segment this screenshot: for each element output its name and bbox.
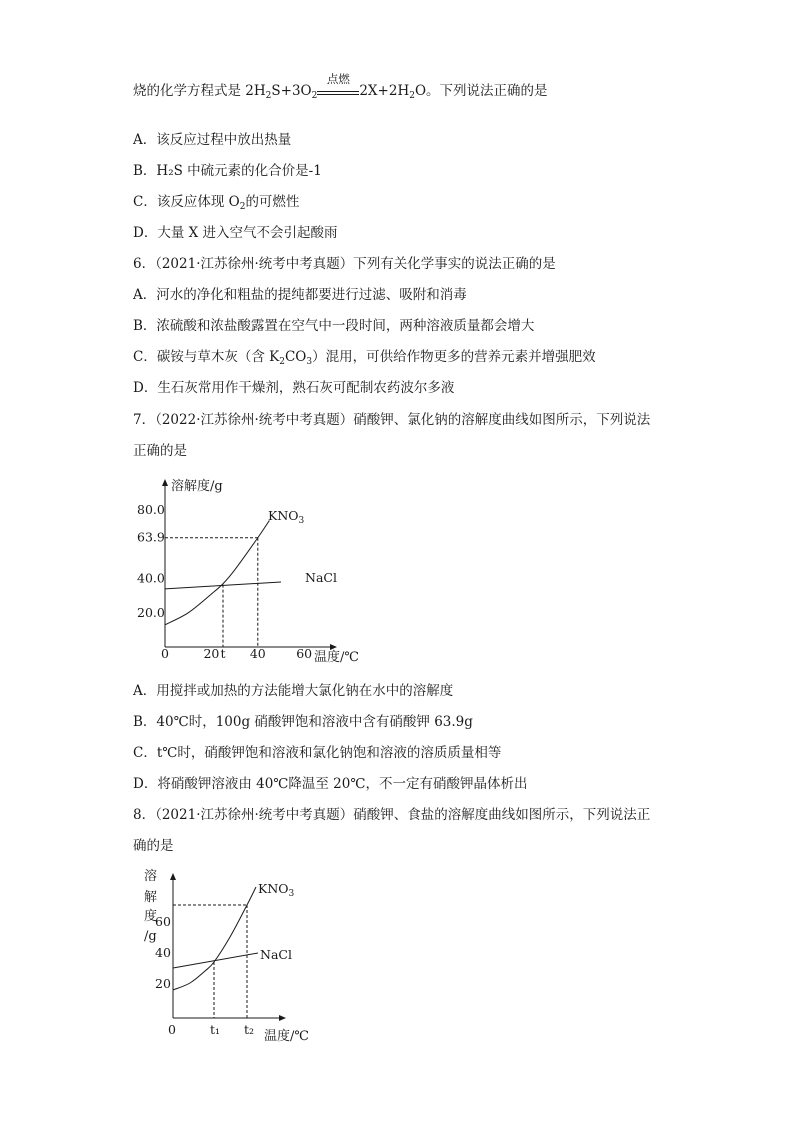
x-axis-label: 温度/℃ [314, 650, 359, 665]
nacl-line [173, 953, 258, 968]
y-axis-label-char: /g [144, 929, 157, 944]
kno3-curve [165, 520, 269, 624]
subscript: 2 [409, 91, 415, 101]
y-tick-label: 60 [155, 914, 171, 929]
q7-stem-line2: 正确的是 [133, 443, 187, 459]
y-tick-label: 20 [155, 976, 171, 991]
subscript: 2 [311, 91, 318, 101]
y-axis-label: 溶解度/g [171, 479, 223, 494]
q5-c-text-end: 的可燃性 [245, 194, 300, 210]
x-tick-label: 40 [249, 646, 266, 661]
q7-option-a: A．用搅拌或加热的方法能增大氯化钠在水中的溶解度 [133, 683, 454, 699]
x-axis-label: 温度/℃ [264, 1029, 309, 1044]
subscript: 2 [279, 357, 285, 367]
q6-c-text: C．碳铵与草木灰（含 K [133, 349, 280, 365]
y-tick-label: 20.0 [137, 604, 165, 620]
y-tick-label: 80.0 [137, 502, 165, 518]
q5-option-c [133, 193, 299, 211]
series-label-nacl: NaCl [260, 947, 292, 962]
q6-option-c [133, 348, 596, 366]
equals-bar [317, 91, 359, 95]
subscript: 3 [306, 357, 313, 367]
q8-stem-line1: 8．（2021·江苏徐州·统考中考真题）硝酸钾、食盐的溶解度曲线如图所示，下列说法正 [133, 807, 651, 823]
y-tick-label: 40 [155, 945, 171, 960]
x-tick-label: t [220, 646, 226, 661]
q6-option-b: B．浓硫酸和浓盐酸露置在空气中一段时间，两种溶液质量都会增大 [133, 318, 535, 334]
y-axis-label-char: 溶 [144, 869, 158, 884]
q6-option-a: A．河水的净化和粗盐的提纯都要进行过滤、吸附和消毒 [133, 287, 467, 303]
q8-stem-line2: 确的是 [133, 838, 174, 854]
x-tick-label: 0 [168, 1022, 176, 1037]
q5-c-text: C．该反应体现 O [133, 194, 240, 210]
intro-line [133, 72, 548, 101]
q5-option-d: D．大量 X 进入空气不会引起酸雨 [133, 225, 338, 241]
series-label-nacl: NaCl [305, 570, 337, 585]
y-tick-label: 40.0 [137, 570, 165, 586]
subscript: 2 [265, 91, 272, 101]
x-tick-label: 20 [203, 646, 220, 661]
x-tick-label: 60 [296, 646, 313, 661]
condition-label: 点燃 [326, 72, 350, 86]
x-tick-label: t₁ [209, 1022, 221, 1037]
q7-stem-line1: 7．（2022·江苏徐州·统考中考真题）硝酸钾、氯化钠的溶解度曲线如图所示，下列说法 [133, 412, 651, 428]
series-label-kno3: $KNO_3$ [258, 881, 295, 899]
q6-c-text-mid: CO [284, 349, 307, 365]
series-label-kno3: $KNO_3$ [268, 508, 305, 526]
reaction-condition [317, 72, 359, 95]
x-tick-label: t₂ [243, 1022, 255, 1037]
q6-c-text-end: ）混用，可供给作物更多的营养元素并增强肥效 [312, 349, 596, 365]
intro-text-1: 烧的化学方程式是 2H [133, 83, 266, 99]
x-tick-label: 0 [161, 646, 169, 661]
q5-option-a: A．该反应过程中放出热量 [133, 132, 292, 148]
q7-option-d: D．将硝酸钾溶液由 40℃降温至 20℃，不一定有硝酸钾晶体析出 [133, 776, 528, 792]
q5-option-b: B．H₂S 中硫元素的化合价是-1 [133, 163, 322, 179]
y-tick-label: 63.9 [137, 529, 165, 545]
nacl-line [165, 582, 281, 589]
y-axis-label-char: 解 [144, 890, 158, 905]
q6-option-d: D．生石灰常用作干燥剂，熟石灰可配制农药波尔多液 [133, 380, 455, 396]
y-axis-label-char: 度 [144, 909, 158, 924]
subscript: 2 [239, 202, 246, 212]
intro-text-4: O。下列说法正确的是 [414, 83, 548, 99]
intro-text-3: 2X+2H [359, 83, 410, 99]
q7-option-b: B．40℃时，100g 硝酸钾饱和溶液中含有硝酸钾 63.9g [133, 714, 473, 730]
intro-text-2: S+3O [271, 83, 312, 99]
kno3-curve [173, 887, 256, 990]
q6-stem: 6．（2021·江苏徐州·统考中考真题）下列有关化学事实的说法正确的是 [133, 256, 556, 272]
q7-option-c: C．t℃时，硝酸钾饱和溶液和氯化钠饱和溶液的溶质质量相等 [133, 745, 502, 761]
